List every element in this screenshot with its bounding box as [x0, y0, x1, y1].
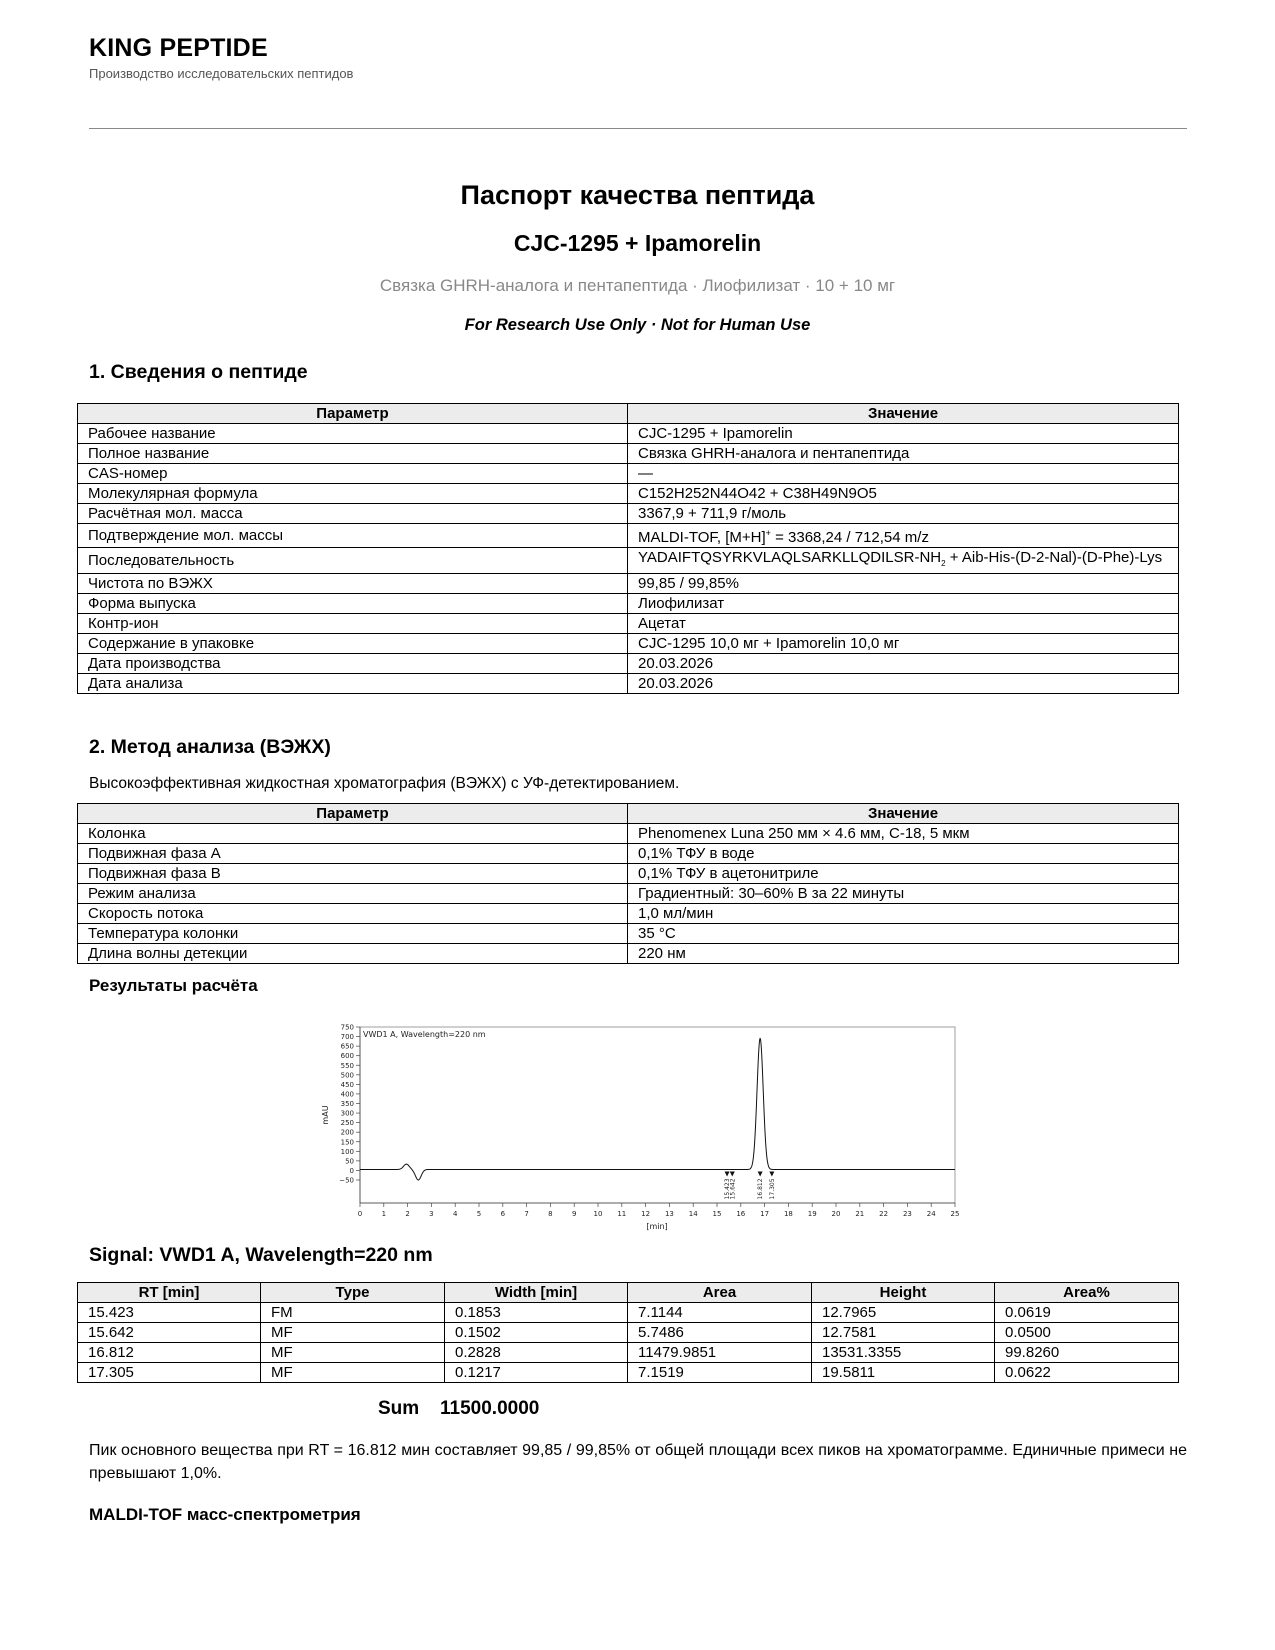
results-heading: Результаты расчёта	[89, 976, 258, 995]
value-cell: 99,85 / 99,85%	[628, 574, 1179, 594]
param-cell: Форма выпуска	[78, 594, 628, 614]
column-header-area: Area	[628, 1283, 812, 1303]
param-cell: CAS-номер	[78, 464, 628, 484]
column-header-area-pct: Area%	[995, 1283, 1179, 1303]
cell-height: 12.7965	[812, 1303, 995, 1323]
cell-rt: 17.305	[78, 1363, 261, 1383]
peak-label: 15.642	[729, 1178, 737, 1200]
cell-height: 13531.3355	[812, 1343, 995, 1363]
column-header: Значение	[628, 404, 1179, 424]
x-tick-label: 20	[831, 1210, 841, 1218]
peak-marker	[730, 1171, 735, 1176]
document-title: Паспорт качества пептида	[460, 180, 815, 210]
table-row	[78, 614, 1179, 634]
param-cell: Дата производства	[78, 654, 628, 674]
value-cell: Ацетат	[628, 614, 1179, 634]
axes	[339, 1024, 959, 1219]
y-tick-label: 550	[340, 1061, 354, 1070]
column-header-rt: RT [min]	[78, 1283, 261, 1303]
value-cell: CJC-1295 10,0 мг + Ipamorelin 10,0 мг	[628, 634, 1179, 654]
param-cell: Контр-ион	[78, 614, 628, 634]
value-cell: 0,1% ТФУ в ацетонитриле	[628, 864, 1179, 884]
table-row	[78, 484, 1179, 504]
x-tick-label: 3	[429, 1210, 434, 1218]
param-cell: Полное название	[78, 444, 628, 464]
table-row	[78, 424, 1179, 444]
sequence-part-1: YADAIFTQSYRKVLAQLSARKLLQDILSR-NH	[638, 549, 942, 566]
x-tick-label: 25	[950, 1210, 960, 1218]
param-cell: Дата анализа	[78, 674, 628, 694]
subscript-2: 2	[941, 559, 946, 568]
y-tick-label: 400	[340, 1090, 354, 1099]
value-cell: C152H252N44O42 + C38H49N9O5	[628, 484, 1179, 504]
y-tick-label: 50	[345, 1157, 354, 1166]
x-tick-label: 2	[405, 1210, 410, 1218]
peak-label: 17.305	[768, 1178, 776, 1200]
x-tick-label: 12	[641, 1210, 651, 1218]
x-tick-label: 23	[902, 1210, 912, 1218]
table-row	[78, 824, 1179, 844]
table-row	[78, 864, 1179, 884]
brand-name: KING PEPTIDE	[89, 34, 268, 62]
cell-width: 0.1217	[445, 1363, 628, 1383]
param-cell: Подтверждение мол. массы	[78, 524, 628, 548]
cell-area-pct: 99.8260	[995, 1343, 1179, 1363]
value-cell	[628, 524, 1179, 548]
mass-method: MALDI-TOF, [M+H]	[638, 529, 766, 546]
table-header-row	[78, 404, 1179, 424]
method-intro: Высокоэффективная жидкостная хроматография (ВЭЖХ) с УФ-детектированием.	[89, 775, 680, 792]
product-name: CJC-1295 + Ipamorelin	[513, 230, 762, 256]
y-tick-label: 600	[340, 1052, 354, 1061]
column-header: Параметр	[78, 804, 628, 824]
value-cell	[628, 548, 1179, 574]
y-tick-label: 350	[340, 1100, 354, 1108]
param-cell: Содержание в упаковке	[78, 634, 628, 654]
y-tick-label: 100	[340, 1147, 354, 1156]
x-tick-label: 17	[760, 1210, 770, 1218]
y-tick-label: 200	[340, 1128, 354, 1137]
column-header-height: Height	[812, 1283, 995, 1303]
x-tick-label: 18	[783, 1210, 793, 1218]
param-cell: Скорость потока	[78, 904, 628, 924]
table-header-row	[78, 1283, 1179, 1303]
x-tick-label: 4	[452, 1210, 458, 1218]
x-axis-label: [min]	[646, 1222, 668, 1231]
x-tick-label: 1	[381, 1210, 387, 1218]
peak-table	[77, 1282, 1179, 1383]
param-cell: Температура колонки	[78, 924, 628, 944]
section-2-heading: 2. Метод анализа (ВЭЖХ)	[89, 736, 331, 758]
table-row	[78, 674, 1179, 694]
param-cell: Чистота по ВЭЖХ	[78, 574, 628, 594]
column-header: Значение	[628, 804, 1179, 824]
x-tick-label: 10	[593, 1210, 603, 1218]
mass-values: = 3368,24 / 712,54 m/z	[770, 529, 929, 546]
cell-height: 19.5811	[812, 1363, 995, 1383]
x-tick-label: 22	[879, 1210, 889, 1218]
cell-width: 0.2828	[445, 1343, 628, 1363]
x-tick-label: 24	[926, 1210, 936, 1218]
sum-label: Sum	[378, 1398, 420, 1419]
cell-area-pct: 0.0500	[995, 1323, 1179, 1343]
x-tick-label: 15	[712, 1210, 722, 1218]
table-row	[78, 924, 1179, 944]
value-cell: 20.03.2026	[628, 654, 1179, 674]
superscript-plus: +	[765, 528, 771, 538]
x-tick-label: 11	[617, 1210, 627, 1218]
cell-type: MF	[261, 1363, 445, 1383]
x-tick-label: 9	[571, 1210, 577, 1218]
table-row	[78, 1343, 1179, 1363]
y-tick-label: 700	[340, 1033, 354, 1042]
peptide-info-table	[77, 403, 1179, 694]
table-row	[78, 884, 1179, 904]
y-tick-label: −50	[339, 1176, 354, 1185]
value-cell: 3367,9 + 711,9 г/моль	[628, 504, 1179, 524]
value-cell: 20.03.2026	[628, 674, 1179, 694]
table-row	[78, 904, 1179, 924]
param-cell: Подвижная фаза В	[78, 864, 628, 884]
cell-area-pct: 0.0622	[995, 1363, 1179, 1383]
value-cell: 35 °С	[628, 924, 1179, 944]
column-header-width: Width [min]	[445, 1283, 628, 1303]
table-row	[78, 1323, 1179, 1343]
cell-type: MF	[261, 1323, 445, 1343]
param-cell: Режим анализа	[78, 884, 628, 904]
cell-area: 7.1519	[628, 1363, 812, 1383]
cell-height: 12.7581	[812, 1323, 995, 1343]
hplc-chromatogram	[310, 1015, 960, 1235]
table-row	[78, 574, 1179, 594]
y-tick-label: 650	[340, 1042, 354, 1051]
sum-value: 11500.0000	[440, 1398, 540, 1419]
sequence-part-2: + Aib-His-(D-2-Nal)-(D-Phe)-Lys	[945, 549, 1163, 566]
value-cell: —	[628, 464, 1179, 484]
x-tick-label: 14	[688, 1210, 698, 1218]
cell-width: 0.1853	[445, 1303, 628, 1323]
y-tick-label: 500	[340, 1071, 354, 1080]
table-row	[78, 1303, 1179, 1323]
table-row	[78, 844, 1179, 864]
signal-heading: Signal: VWD1 A, Wavelength=220 nm	[89, 1244, 433, 1266]
table-row	[78, 1363, 1179, 1383]
table-header-row	[78, 804, 1179, 824]
product-subtitle: Связка GHRH-аналога и пентапептида · Лиофилизат · 10 + 10 мг	[379, 276, 896, 295]
table-row	[78, 504, 1179, 524]
value-cell: 220 нм	[628, 944, 1179, 964]
table-row	[78, 444, 1179, 464]
peak-label: 15.423	[724, 1178, 732, 1200]
x-tick-label: 7	[524, 1210, 529, 1218]
value-cell: 1,0 мл/мин	[628, 904, 1179, 924]
table-row	[78, 654, 1179, 674]
table-row	[78, 594, 1179, 614]
table-row	[78, 548, 1179, 574]
x-tick-label: 13	[664, 1210, 674, 1218]
cell-type: FM	[261, 1303, 445, 1323]
x-tick-label: 6	[500, 1210, 506, 1218]
x-tick-label: 19	[807, 1210, 817, 1218]
value-cell: CJC-1295 + Ipamorelin	[628, 424, 1179, 444]
table-row	[78, 464, 1179, 484]
param-cell: Молекулярная формула	[78, 484, 628, 504]
param-cell: Колонка	[78, 824, 628, 844]
cell-rt: 15.642	[78, 1323, 261, 1343]
x-tick-label: 21	[855, 1210, 865, 1218]
param-cell: Длина волны детекции	[78, 944, 628, 964]
table-row	[78, 944, 1179, 964]
column-header: Параметр	[78, 404, 628, 424]
value-cell: Связка GHRH-аналога и пентапептида	[628, 444, 1179, 464]
peak-label: 16.812	[757, 1178, 765, 1200]
chart-title: VWD1 A, Wavelength=220 nm	[363, 1030, 486, 1039]
param-cell: Рабочее название	[78, 424, 628, 444]
x-tick-label: 5	[476, 1210, 482, 1218]
y-axis-label: mAU	[321, 1105, 330, 1125]
peak-markers	[724, 1171, 776, 1199]
cell-width: 0.1502	[445, 1323, 628, 1343]
research-use-notice: For Research Use Only · Not for Human Use	[464, 316, 811, 334]
cell-area-pct: 0.0619	[995, 1303, 1179, 1323]
y-tick-label: 450	[340, 1080, 354, 1089]
peak-marker	[725, 1171, 730, 1176]
brand-subtitle: Производство исследовательских пептидов	[89, 66, 354, 81]
chromatogram-trace	[360, 1038, 955, 1180]
y-tick-label: 300	[340, 1109, 354, 1118]
y-tick-label: 250	[340, 1119, 354, 1128]
param-cell: Последовательность	[78, 548, 628, 574]
y-tick-label: 150	[340, 1138, 354, 1147]
conclusion-text: Пик основного вещества при RT = 16.812 мин составляет 99,85 / 99,85% от общей площади всех пиков на хроматограмме. Единичные примеси не превышают 1,0%.	[89, 1442, 1187, 1482]
peak-marker	[758, 1171, 763, 1176]
param-cell: Подвижная фаза А	[78, 844, 628, 864]
section-1-heading: 1. Сведения о пептиде	[89, 361, 308, 383]
cell-type: MF	[261, 1343, 445, 1363]
value-cell: Phenomenex Luna 250 мм × 4.6 мм, C-18, 5 мкм	[628, 824, 1179, 844]
column-header-type: Type	[261, 1283, 445, 1303]
header-divider	[89, 128, 1187, 129]
value-cell: 0,1% ТФУ в воде	[628, 844, 1179, 864]
hplc-method-table	[77, 803, 1179, 964]
peak-marker	[769, 1171, 774, 1176]
x-tick-label: 8	[548, 1210, 553, 1218]
y-tick-label: 750	[340, 1023, 354, 1032]
cell-area: 5.7486	[628, 1323, 812, 1343]
maldi-heading: MALDI-TOF масс-спектрометрия	[89, 1505, 361, 1524]
value-cell: Градиентный: 30–60% В за 22 минуты	[628, 884, 1179, 904]
cell-rt: 15.423	[78, 1303, 261, 1323]
cell-area: 11479.9851	[628, 1343, 812, 1363]
x-tick-label: 16	[736, 1210, 746, 1218]
table-row	[78, 634, 1179, 654]
table-row	[78, 524, 1179, 548]
plot-frame	[360, 1027, 955, 1203]
value-cell: Лиофилизат	[628, 594, 1179, 614]
param-cell: Расчётная мол. масса	[78, 504, 628, 524]
y-tick-label: 0	[349, 1166, 354, 1175]
cell-rt: 16.812	[78, 1343, 261, 1363]
cell-area: 7.1144	[628, 1303, 812, 1323]
x-tick-label: 0	[357, 1210, 363, 1218]
